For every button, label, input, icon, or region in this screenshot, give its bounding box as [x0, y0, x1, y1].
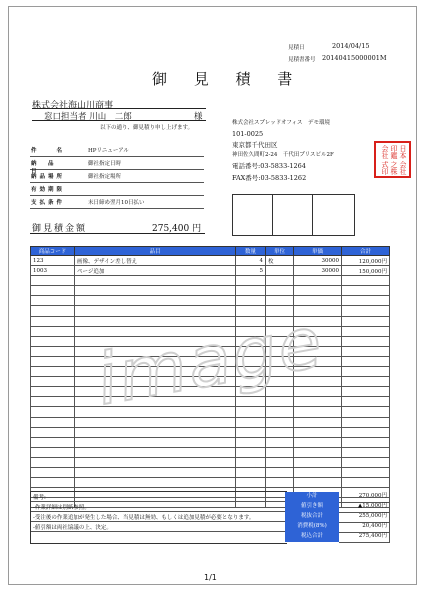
- empty-cell: [342, 478, 390, 488]
- empty-cell: [236, 286, 266, 296]
- notes-box: [30, 491, 287, 544]
- empty-cell: [342, 367, 390, 377]
- col-header-unit: 単位: [266, 247, 294, 256]
- info-key: 件 名: [31, 148, 66, 154]
- cell-item: ページ追加: [75, 266, 236, 276]
- stamp-divider: [272, 195, 273, 235]
- notes-line-2: -受注後の作業追加が発生した場合、当見積は無効、もしくは追加見積が必要となります。: [33, 515, 255, 521]
- summary-discount-label: 値引き額: [285, 502, 339, 513]
- issue-date: 2014/04/15: [332, 42, 370, 50]
- empty-cell: [294, 478, 342, 488]
- empty-cell: [342, 467, 390, 477]
- notes-rule: [31, 521, 286, 522]
- empty-cell: [342, 356, 390, 366]
- col-header-total: 合計: [342, 247, 390, 256]
- empty-cell: [236, 467, 266, 477]
- summary-subtotal-value: 270,000円: [339, 492, 390, 503]
- empty-cell: [31, 346, 75, 356]
- summary-total-label: 税込合計: [285, 532, 339, 543]
- notes-line-3: -値引額は両社協議の上、決定。: [33, 525, 112, 531]
- empty-cell: [31, 437, 75, 447]
- empty-cell: [75, 276, 236, 286]
- empty-cell: [342, 336, 390, 346]
- notes-rule: [31, 511, 286, 512]
- empty-cell: [294, 276, 342, 286]
- table-row: [31, 286, 390, 296]
- empty-cell: [294, 397, 342, 407]
- supplier-company: 株式会社スプレッドオフィス デモ環境: [232, 120, 330, 126]
- table-row: [31, 447, 390, 457]
- empty-cell: [266, 276, 294, 286]
- info-key: 支払条件: [31, 200, 66, 206]
- info-row-payment: [30, 197, 204, 209]
- supplier-address2: 神田佐久間町2-24 千代田プリスビル2F: [232, 152, 334, 158]
- supplier-postal: 101-0025: [232, 130, 264, 138]
- cell-item: 画像、デザイン差し替え: [75, 256, 236, 266]
- empty-cell: [31, 367, 75, 377]
- empty-cell: [75, 467, 236, 477]
- total-label: 御見積金額: [32, 224, 88, 234]
- empty-cell: [266, 397, 294, 407]
- empty-cell: [266, 447, 294, 457]
- col-header-price: 単価: [294, 247, 342, 256]
- cell-unit: 枚: [266, 256, 294, 266]
- empty-cell: [31, 286, 75, 296]
- customer-company: 株式会社海山川商事: [32, 101, 114, 111]
- cell-qty: 4: [236, 256, 266, 266]
- empty-cell: [31, 467, 75, 477]
- empty-cell: [236, 437, 266, 447]
- empty-cell: [342, 316, 390, 326]
- empty-cell: [294, 387, 342, 397]
- empty-cell: [31, 356, 75, 366]
- cell-total: 150,000円: [342, 266, 390, 276]
- supplier-address1: 東京都千代田区: [232, 141, 278, 149]
- col-header-qty: 数量: [236, 247, 266, 256]
- empty-cell: [342, 326, 390, 336]
- empty-cell: [236, 397, 266, 407]
- empty-cell: [342, 296, 390, 306]
- empty-cell: [236, 457, 266, 467]
- empty-cell: [75, 296, 236, 306]
- empty-cell: [236, 478, 266, 488]
- empty-cell: [342, 377, 390, 387]
- customer-contact: 窓口担当者 川山 二郎: [44, 112, 132, 122]
- customer-honorific: 様: [194, 112, 203, 122]
- empty-cell: [342, 286, 390, 296]
- info-value: 御社指定場所: [88, 174, 122, 180]
- empty-cell: [31, 377, 75, 387]
- info-value: HPリニューアル: [88, 148, 129, 154]
- table-row: [31, 306, 390, 316]
- empty-cell: [342, 276, 390, 286]
- empty-cell: [342, 427, 390, 437]
- empty-cell: [75, 437, 236, 447]
- customer-underline: [32, 108, 206, 109]
- empty-cell: [294, 447, 342, 457]
- notes-label: 備考:: [33, 495, 46, 501]
- empty-cell: [266, 437, 294, 447]
- empty-cell: [236, 296, 266, 306]
- empty-cell: [342, 387, 390, 397]
- summary-subtotal-label: 小計: [285, 492, 339, 503]
- summary-tax-label: 消費税(8%): [285, 522, 339, 533]
- col-header-item: 品目: [75, 247, 236, 256]
- notes-rule: [31, 501, 286, 502]
- empty-cell: [31, 276, 75, 286]
- empty-cell: [31, 397, 75, 407]
- empty-cell: [31, 457, 75, 467]
- supplier-fax: FAX番号:03-5833-1262: [232, 174, 307, 182]
- table-row: [31, 296, 390, 306]
- estimate-note: 以下の通り、御見積り申し上げます。: [100, 125, 194, 131]
- empty-cell: [342, 457, 390, 467]
- info-value: 御社指定日時: [88, 161, 122, 167]
- empty-cell: [236, 407, 266, 417]
- empty-cell: [266, 417, 294, 427]
- info-row-expiry: [30, 184, 204, 196]
- empty-cell: [342, 417, 390, 427]
- empty-cell: [75, 427, 236, 437]
- empty-cell: [294, 437, 342, 447]
- empty-cell: [342, 447, 390, 457]
- summary-tax-value: 20,400円: [339, 522, 390, 533]
- empty-cell: [75, 457, 236, 467]
- document-title: 御 見 積 書: [152, 70, 304, 88]
- info-key: 納 品 日: [31, 161, 66, 175]
- approval-stamp-boxes: [232, 194, 355, 236]
- empty-cell: [75, 478, 236, 488]
- empty-cell: [266, 286, 294, 296]
- cell-qty: 5: [236, 266, 266, 276]
- issue-date-label: 見積日: [288, 45, 305, 51]
- empty-cell: [294, 427, 342, 437]
- notes-line-1: -作業詳細は別紙参照。: [33, 505, 90, 511]
- empty-cell: [266, 467, 294, 477]
- empty-cell: [75, 286, 236, 296]
- cell-code: 123: [31, 256, 75, 266]
- summary-pretax-label: 税抜合計: [285, 512, 339, 523]
- empty-cell: [31, 387, 75, 397]
- summary-total-value: 275,400円: [339, 532, 390, 543]
- table-row: [31, 276, 390, 286]
- empty-cell: [31, 316, 75, 326]
- table-row: [31, 427, 390, 437]
- empty-cell: [31, 336, 75, 346]
- cell-total: 120,000円: [342, 256, 390, 266]
- summary-pretax-value: 255,000円: [339, 512, 390, 523]
- empty-cell: [236, 427, 266, 437]
- empty-cell: [294, 286, 342, 296]
- empty-cell: [342, 306, 390, 316]
- empty-cell: [266, 478, 294, 488]
- empty-cell: [266, 457, 294, 467]
- empty-cell: [294, 407, 342, 417]
- empty-cell: [31, 326, 75, 336]
- col-header-code: 商品コード: [31, 247, 75, 256]
- table-row: [31, 467, 390, 477]
- stamp-divider: [312, 195, 313, 235]
- page-number: 1/1: [204, 573, 217, 582]
- empty-cell: [31, 306, 75, 316]
- image-watermark: image: [90, 300, 330, 422]
- table-row: [31, 256, 390, 266]
- total-underline: [30, 233, 205, 234]
- cell-unit: [266, 266, 294, 276]
- info-key: 納品場所: [31, 174, 66, 180]
- summary-discount-value: ▲15,000円: [339, 502, 390, 513]
- info-key: 有効期限: [31, 187, 66, 193]
- company-seal: 日本 印鑑 会社 会社 之株 式印: [374, 141, 411, 178]
- estimate-number: 20140415000001M: [322, 54, 387, 62]
- empty-cell: [266, 427, 294, 437]
- contact-underline: [32, 120, 206, 121]
- empty-cell: [294, 457, 342, 467]
- empty-cell: [294, 467, 342, 477]
- empty-cell: [342, 397, 390, 407]
- table-row: [31, 266, 390, 276]
- empty-cell: [31, 478, 75, 488]
- cell-price: 30000: [294, 266, 342, 276]
- empty-cell: [236, 276, 266, 286]
- empty-cell: [75, 417, 236, 427]
- table-row: [31, 478, 390, 488]
- cell-price: 30000: [294, 256, 342, 266]
- empty-cell: [342, 346, 390, 356]
- info-row-subject: [30, 145, 204, 157]
- empty-cell: [236, 417, 266, 427]
- empty-cell: [342, 407, 390, 417]
- total-value: 275,400 円: [152, 224, 202, 234]
- empty-cell: [236, 447, 266, 457]
- table-row: [31, 407, 390, 417]
- empty-cell: [266, 407, 294, 417]
- empty-cell: [31, 417, 75, 427]
- empty-cell: [31, 447, 75, 457]
- table-row: [31, 457, 390, 467]
- empty-cell: [342, 437, 390, 447]
- supplier-tel: 電話番号:03-5833-1264: [232, 162, 306, 170]
- empty-cell: [31, 296, 75, 306]
- empty-cell: [75, 447, 236, 457]
- empty-cell: [75, 306, 236, 316]
- cell-code: 1003: [31, 266, 75, 276]
- table-row: [31, 417, 390, 427]
- estimate-number-label: 見積書番号: [288, 57, 316, 63]
- table-header-row: [31, 247, 390, 256]
- table-row: [31, 437, 390, 447]
- empty-cell: [31, 407, 75, 417]
- info-value: 末日締め翌月10日払い: [88, 200, 145, 206]
- info-row-delivery-place: [30, 171, 204, 183]
- notes-rule: [31, 531, 286, 532]
- info-row-delivery-date: [30, 158, 204, 175]
- empty-cell: [31, 427, 75, 437]
- empty-cell: [294, 417, 342, 427]
